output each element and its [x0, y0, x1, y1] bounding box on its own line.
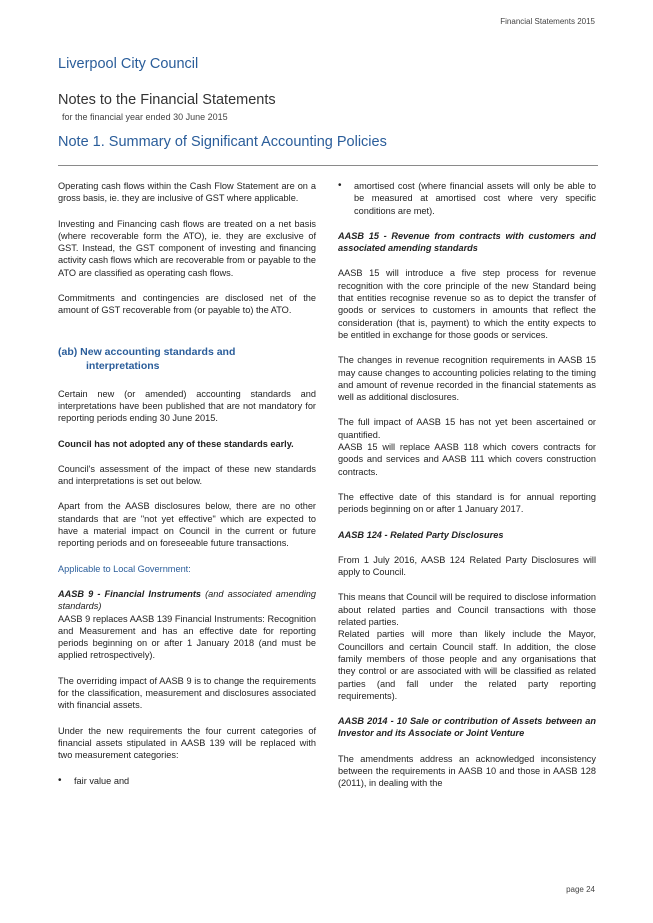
paragraph: Under the new requirements the four current categories of financial assets stipulated in AASB 139 will be replaced with two measurement categories:	[58, 725, 316, 761]
paragraph: AASB 9 replaces AASB 139 Financial Instruments: Recognition and Measurement and has an effective date for reporting periods beginning on or after 1 January 2018 (and must be applied retrospectively).	[58, 613, 316, 661]
paragraph: This means that Council will be required to disclose information about related parties and Council transactions with those related parties.	[338, 592, 596, 628]
bullet-text: amortised cost (where financial assets will only be able to be measured at amortised cost where very specific conditions are met).	[354, 181, 596, 216]
page-number: page 24	[566, 885, 595, 894]
section-number: (ab)	[58, 345, 78, 358]
paragraph: Related parties will more than likely include the Mayor, Councillors and certain Council staff. In addition, the close family members of those people and any organisations that they control or are associated with will be classified as related parties (and fall under the related party reporting requirements).	[338, 629, 596, 701]
running-header: Financial Statements 2015	[500, 17, 595, 26]
paragraph: The full impact of AASB 15 has not yet been ascertained or quantified.	[338, 417, 596, 440]
bullet-item	[338, 180, 596, 217]
aasb15-heading: AASB 15 - Revenue from contracts with customers and associated amending standards	[338, 230, 596, 254]
paragraph: AASB 15 will introduce a five step process for revenue recognition with the core principle of the new Standard being that entities recognise revenue so as to depict the transfer of goods or services to customers in amounts that reflect the consideration (that is, payment) to which the entity expects to be entitled in exchange for those goods or services.	[338, 268, 596, 340]
bullet-text: fair value and	[74, 775, 130, 786]
paragraph-bold: Council has not adopted any of these standards early.	[58, 438, 294, 449]
bullet-icon: •	[338, 180, 342, 191]
heading-divider	[58, 165, 598, 166]
section-heading	[58, 345, 316, 373]
applicable-heading: Applicable to Local Government:	[58, 563, 191, 574]
aasb9-heading	[58, 588, 316, 613]
paragraph: The overriding impact of AASB 9 is to change the requirements for the classification, measurement and disclosures associated with financial assets.	[58, 675, 316, 711]
left-column	[58, 180, 316, 800]
paragraph: Council's assessment of the impact of these new standards and interpretations is set out below.	[58, 463, 316, 487]
bullet-icon: •	[58, 774, 62, 786]
bullet-item	[58, 775, 316, 787]
aasb9-suffix: (and associated amending standards)	[58, 588, 316, 612]
paragraph: Apart from the AASB disclosures below, there are no other standards that are "not yet effective" which are expected to have a material impact on Council in the current or future reporting periods and on foreseeable future transactions.	[58, 501, 316, 549]
paragraph: AASB 15 will replace AASB 118 which covers contracts for goods and services and AASB 111 which covers construction contracts.	[338, 442, 596, 477]
notes-heading: Notes to the Financial Statements	[58, 92, 276, 108]
council-name: Liverpool City Council	[58, 56, 199, 72]
paragraph: Investing and Financing cash flows are treated on a net basis (where recoverable form the ATO), ie. they are exclusive of GST. Instead, the GST component of investing and financing activity cash flows which are recoverable from or payable to the ATO are classified as operating cash flows.	[58, 218, 316, 278]
paragraph: Commitments and contingencies are disclosed net of the amount of GST recoverable from (or payable to) the ATO.	[58, 293, 316, 316]
aasb124-heading: AASB 124 - Related Party Disclosures	[338, 529, 504, 540]
paragraph: The amendments address an acknowledged inconsistency between the requirements in AASB 10 and those in AASB 128 (2011), in dealing with the	[338, 753, 596, 789]
paragraph: Certain new (or amended) accounting standards and interpretations have been published that are not mandatory for reporting periods ending 30 June 2015.	[58, 388, 316, 424]
paragraph: The effective date of this standard is for annual reporting periods beginning on or after 1 January 2017.	[338, 491, 596, 515]
section-title-line2: interpretations	[86, 359, 160, 372]
paragraph: Operating cash flows within the Cash Flow Statement are on a gross basis, ie. they are inclusive of GST where applicable.	[58, 181, 316, 204]
aasb2014-heading: AASB 2014 - 10 Sale or contribution of Assets between an Investor and its Associate or Joint Venture	[338, 716, 596, 739]
right-column	[338, 180, 596, 803]
aasb9-title: AASB 9 - Financial Instruments	[58, 588, 202, 599]
paragraph: The changes in revenue recognition requirements in AASB 15 may cause changes to accounting policies relating to the timing and amount of revenue recorded in the financial statements as well as additional disclosures.	[338, 355, 596, 403]
paragraph: From 1 July 2016, AASB 124 Related Party Disclosures will apply to Council.	[338, 554, 596, 578]
period-subtitle: for the financial year ended 30 June 2015	[62, 112, 228, 122]
section-title-line1: New accounting standards and	[80, 345, 236, 358]
note-heading: Note 1. Summary of Significant Accounting Policies	[58, 134, 387, 150]
